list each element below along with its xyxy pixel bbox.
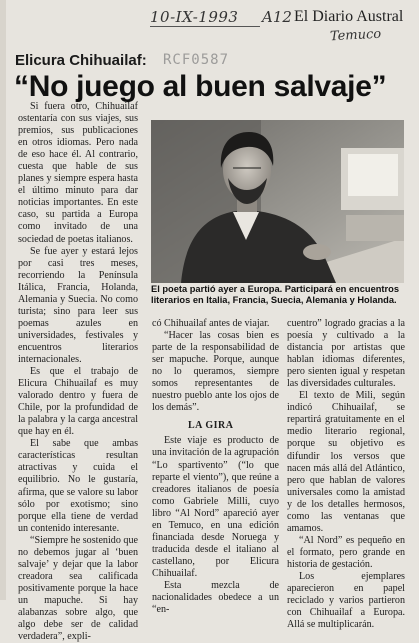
text-column-3 (287, 318, 405, 631)
paragraph: Se fue ayer y estará lejos por casi tres meses, recorriendo la Península Itálica, Francia, Holanda, Alemania y Suecia. No como turista; sino para leer sus poemas azules en universidades, festivales y encuentros literarios internacionales. (18, 245, 138, 365)
photo-illustration (151, 120, 404, 283)
paragraph: Los ejemplares aparecieron en papel reciclado y varios partieron con Chihuailaf a Europa. Allá se multiplicarán. (287, 570, 405, 631)
paragraph: “Siempre he sostenido que no debemos jugar al ‘buen salvaje’ y dejar que la labor creadora sea calificada positivamente porque la hace un mapuche. Si hay alabanzas sobre algo, que algo debe ser de calidad verdadera”, expli- (18, 534, 138, 643)
paragraph: có Chihuailaf antes de viajar. (152, 318, 270, 329)
paragraph: Esta mezcla de nacionalidades obedece a un “en- (152, 579, 279, 616)
paragraph: El texto de Mili, según indicó Chihuailaf, se repartirá gratuitamente en el medio literario regional, porque su objetivo es difundir los versos que nacen más allá del Atlántico, pero que hablan de valores universales como la amistad y de los detalles hermosos, como las ventanas que amamos. (287, 390, 405, 534)
handwritten-page: A12 (262, 8, 292, 26)
article-kicker: Elicura Chihuailaf: (15, 52, 147, 69)
date-underline (150, 26, 260, 27)
paragraph: cuentro” logrado gracias a la poesía y cultivado a la distancia por artistas que hablan idiomas diferentes, pero sienten igual y respetan las diversidades culturales. (287, 318, 405, 390)
text-column-1 (18, 101, 138, 643)
paragraph: Es que el trabajo de Elicura Chihuailaf es muy valorado dentro y fuera de Chile, por la profundidad de la palabra y la carga ancestral que hay en él. (18, 366, 138, 438)
handwritten-date: 10-IX-1993 (150, 8, 239, 26)
archive-stamp: RCF0587 (163, 52, 230, 68)
newspaper-name: El Diario Austral (294, 8, 404, 25)
paragraph: “Al Nord” es pequeño en el formato, pero grande en historia de gestación. (287, 534, 405, 570)
paragraph: Este viaje es producto de una invitación de la agrupación “Lo spartivento” (“lo que reparte el viento”), que reúne a creadores italianos de poesía como Gabriele Milli, cuyo libro “Al Nord” apareció ayer en Temuco, en una edición financiada desde Noruega y traducida desde el italiano al castellano, por Elicura Chihuailaf. (152, 435, 279, 579)
photo-caption: El poeta partió ayer a Europa. Participará en encuentros literarios en Italia, Francia, Suecia, Alemania y Holanda. (151, 284, 399, 305)
handwritten-city: Temuco (329, 26, 382, 45)
page-edge (0, 0, 6, 600)
text-column-2 (152, 318, 279, 616)
paragraph: El sabe que ambas características resultan atractivas y cuida el equilibrio. No le gustaría, afirma, que se valore su labor sólo por exotismo; sino porque ella tiene de verdad un contenido interesante. (18, 438, 138, 534)
section-subhead: LA GIRA (188, 420, 234, 432)
article-headline: “No juego al buen salvaje” (14, 70, 387, 103)
paragraph: Si fuera otro, Chihuailaf ostentaría con sus viajes, sus premios, sus publicaciones en otros idiomas. Pero nada de eso hace él. Al contrario, cuesta que hable de sus planes y siempre espera hasta el último minuto para dar noticias importantes. En este caso, su partida a Europa como invitado de una sociedad de poetas italianos. (18, 101, 138, 245)
article-photo (151, 120, 404, 283)
paragraph: “Hacer las cosas bien es parte de la responsabilidad de ser mapuche. Porque, aunque no lo queramos, siempre somos representantes de nuestro pueblo ante los ojos de los demás”. (152, 330, 279, 414)
